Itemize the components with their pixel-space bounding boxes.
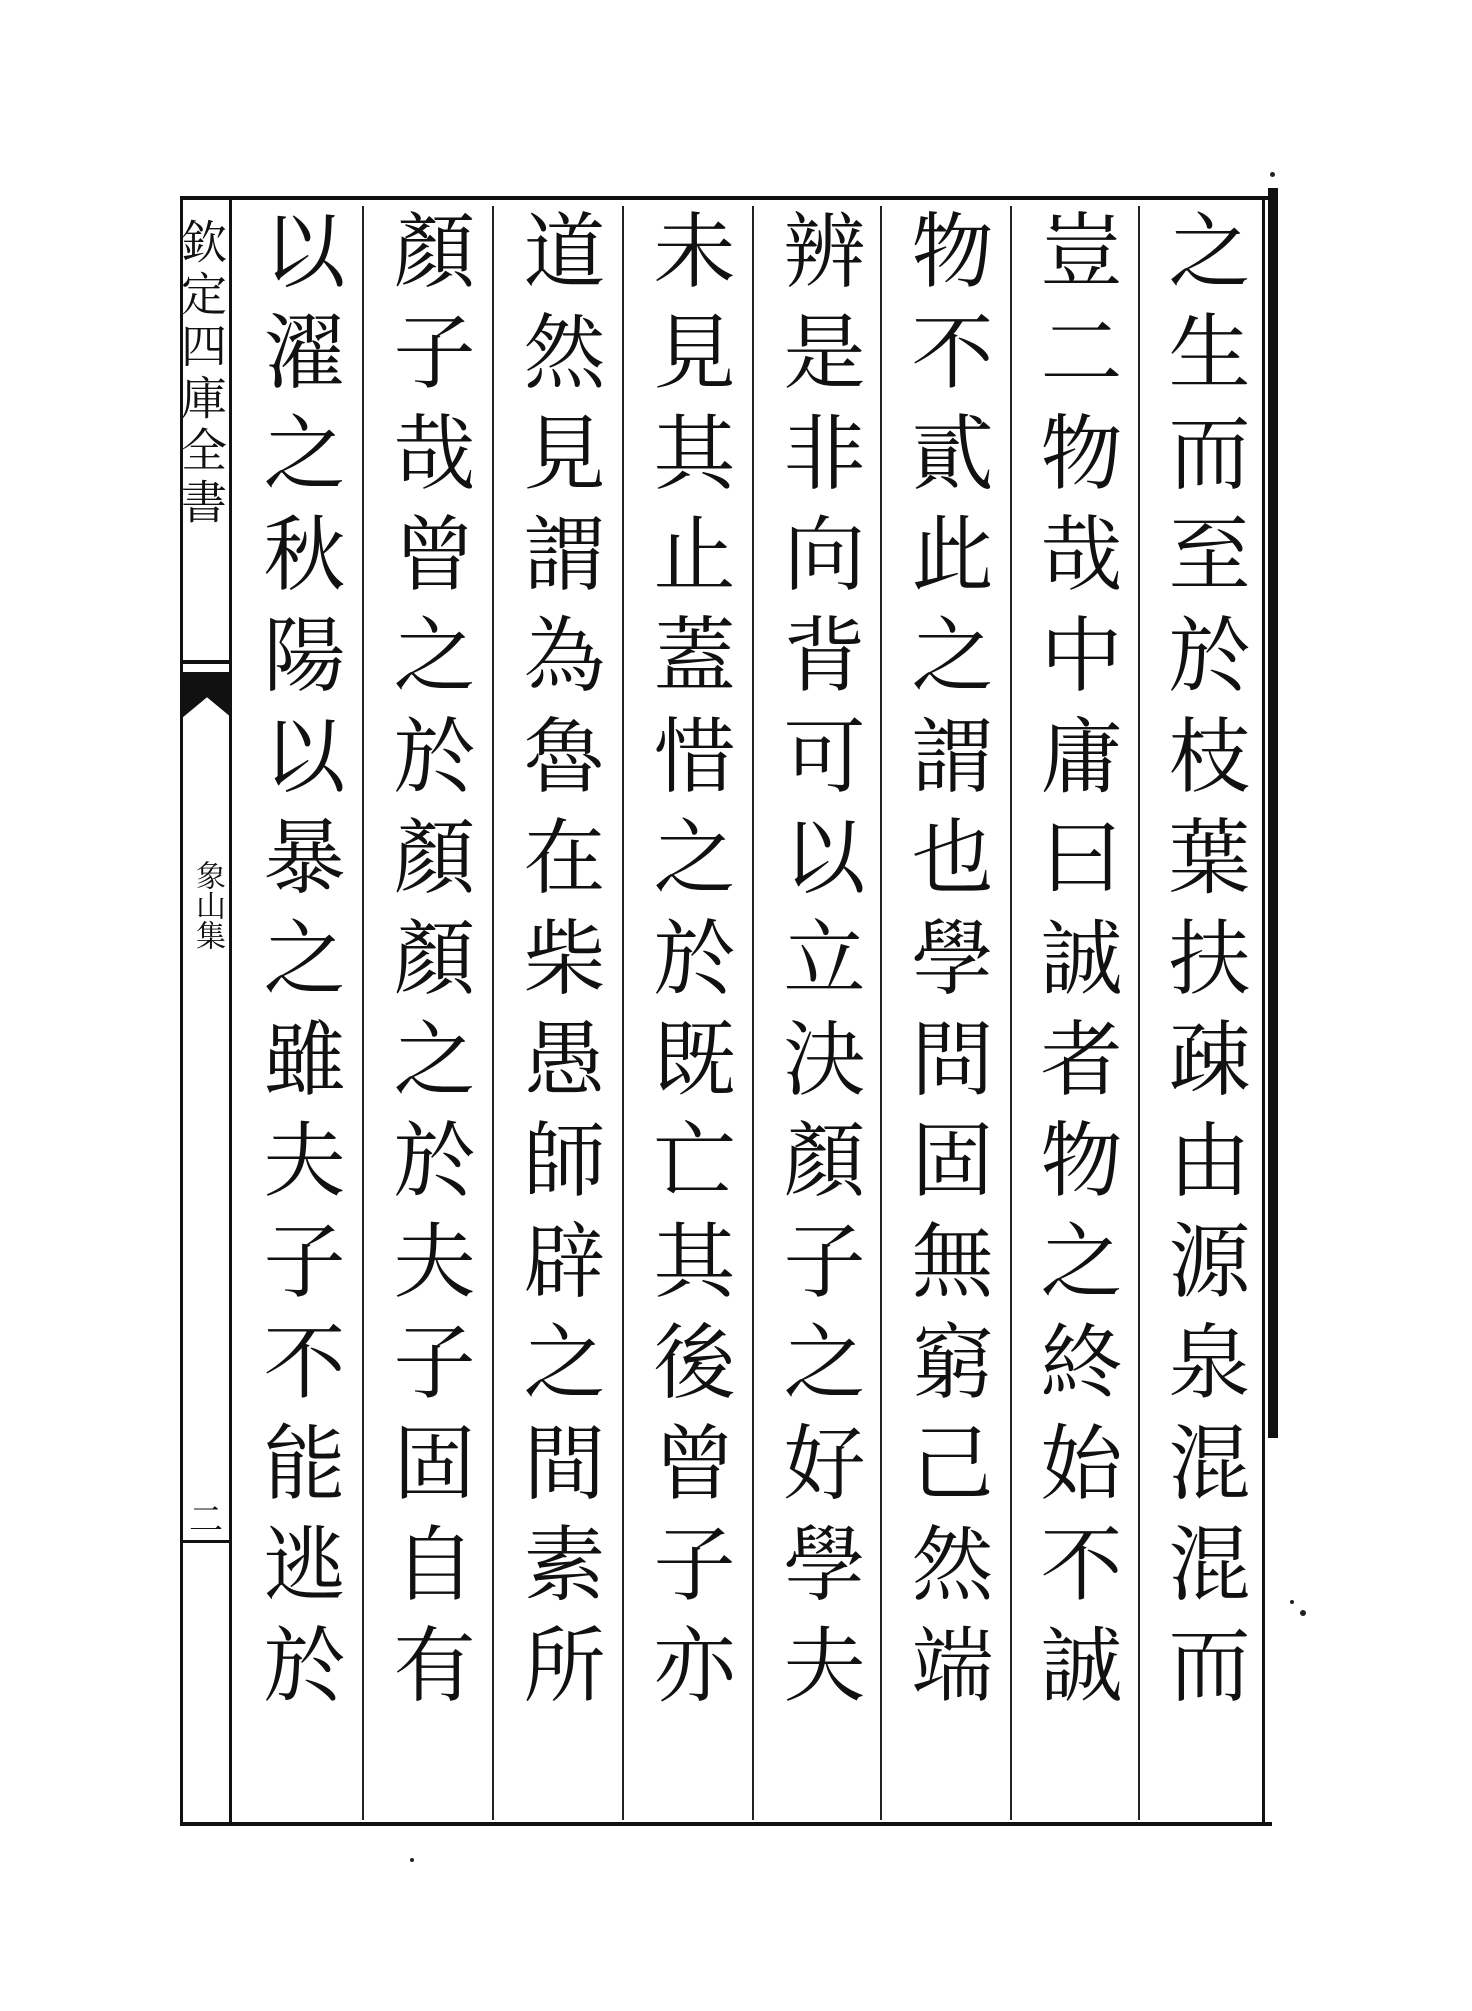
margin-page-number: 二 bbox=[189, 1500, 223, 1540]
page-number-rule bbox=[182, 1540, 232, 1543]
right-border-line bbox=[1262, 196, 1265, 1826]
margin-book-title: 象山集 bbox=[190, 860, 225, 950]
margin-collection-title: 欽定四庫全書 bbox=[174, 218, 228, 530]
text-column-3: 物不貳此之謂也學問固無窮己然端 bbox=[898, 208, 993, 1723]
column-rule bbox=[362, 206, 364, 1820]
column-rule bbox=[1010, 206, 1012, 1820]
column-rule bbox=[622, 206, 624, 1820]
scan-speck bbox=[410, 1858, 414, 1862]
text-column-7: 顏子哉曾之於顏顏之於夫子固自有 bbox=[380, 208, 475, 1723]
fishtail-rule bbox=[182, 660, 232, 664]
text-column-4: 辨是非向背可以立決顏子之好學夫 bbox=[770, 208, 865, 1723]
text-column-1: 之生而至於枝葉扶疎由源泉混混而 bbox=[1155, 208, 1250, 1723]
text-column-6: 道然見謂為魯在柴愚師辟之間素所 bbox=[510, 208, 605, 1723]
text-column-5: 未見其止蓋惜之於既亡其後曾子亦 bbox=[640, 208, 735, 1723]
column-rule bbox=[752, 206, 754, 1820]
column-rule bbox=[1138, 206, 1140, 1820]
scan-speck bbox=[1290, 1600, 1294, 1604]
scan-speck bbox=[1270, 172, 1275, 177]
column-rule bbox=[492, 206, 494, 1820]
text-column-8: 以濯之秋陽以暴之雖夫子不能逃於 bbox=[250, 208, 345, 1723]
text-column-2: 豈二物哉中庸曰誠者物之終始不誠 bbox=[1027, 208, 1122, 1723]
column-rule bbox=[880, 206, 882, 1820]
right-border-thick bbox=[1268, 188, 1278, 1438]
scan-speck bbox=[1300, 1610, 1306, 1616]
